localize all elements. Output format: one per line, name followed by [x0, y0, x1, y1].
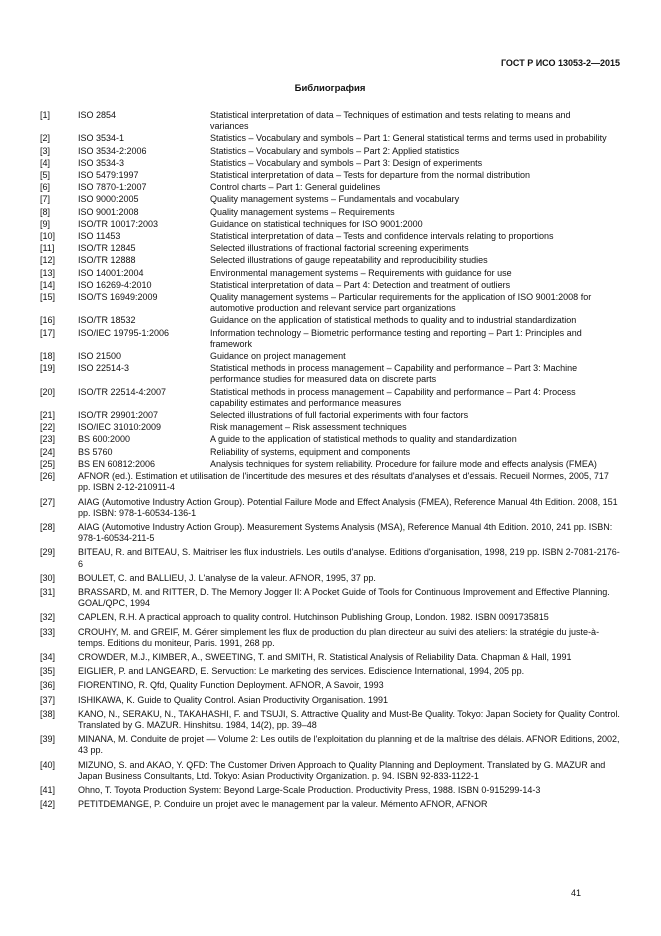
standard-code: ISO/TS 16949:2009 — [78, 292, 158, 303]
reference-number: [18] — [40, 351, 56, 362]
publication-text: MINANA, M. Conduite de projet — Volume 2: Les outils de l'exploitation du planning et de la maîtrise des délais. AFNOR Editions, 2002, 43 pp. — [78, 734, 620, 756]
publication-text: BRASSARD, M. and RITTER, D. The Memory Jogger II: A Pocket Guide of Tools for Continuous Improvement and Effective Planning. GOAL/QPC, 1994 — [78, 586, 610, 609]
standard-code: ISO 9001:2008 — [78, 206, 139, 217]
standard-description: Statistics – Vocabulary and symbols – Part 2: Applied statistics — [210, 145, 460, 156]
standard-code: ISO 3534-3 — [78, 157, 125, 168]
reference-number: [12] — [40, 255, 56, 266]
standard-code: ISO 2854 — [78, 110, 117, 120]
standard-description: Risk management – Risk assessment techniques — [210, 422, 407, 433]
bibliography-title: Библиография — [294, 83, 366, 94]
reference-number: [21] — [40, 410, 56, 421]
standard-description: Statistics – Vocabulary and symbols – Part 1: General statistical terms and terms used in probability — [210, 133, 607, 144]
reference-item — [40, 447, 620, 458]
reference-item — [40, 760, 620, 782]
standard-description: Statistical interpretation of data – Tests and confidence intervals relating to proportions — [210, 231, 554, 242]
standard-code: ISO/IEC 31010:2009 — [78, 422, 162, 433]
standard-code: ISO/TR 12888 — [78, 255, 136, 266]
standard-code: ISO 22514-3 — [78, 363, 130, 374]
standard-code: ISO/TR 18532 — [78, 315, 136, 326]
reference-number: [20] — [40, 386, 56, 397]
reference-number: [38] — [40, 708, 56, 719]
reference-item — [40, 709, 620, 731]
reference-number: [32] — [40, 612, 56, 623]
publication-text: KANO, N., SERAKU, N., TAKAHASHI, F. and TSUJI, S. Attractive Quality and Must-Be Quality. Tokyo: Japan Society for Quality Control. Translated by G. MAZUR. Hinshitsu. 1984, 14(2), pp. 39–48 — [78, 708, 620, 730]
standard-code: ISO 14001:2004 — [78, 267, 144, 278]
standard-description: Quality management systems – Fundamentals and vocabulary — [210, 194, 460, 205]
standard-description: Environmental management systems – Requirements with guidance for use — [210, 267, 512, 278]
reference-number: [34] — [40, 651, 56, 662]
standard-code: ISO 9000:2005 — [78, 194, 139, 205]
publication-text: EIGLIER, P. and LANGEARD, E. Servuction: Le marketing des services. Ediscience International, 1994, 205 pp. — [78, 666, 525, 677]
reference-number: [22] — [40, 422, 56, 433]
reference-number: [8] — [40, 206, 51, 217]
reference-number: [28] — [40, 521, 56, 532]
reference-number: [5] — [40, 170, 51, 181]
publication-text: AIAG (Automotive Industry Action Group). Potential Failure Mode and Effect Analysis (FMEA), Reference Manual 4th Edition. 2008, 151 pp. ISBN: 978-1-60534-136-1 — [78, 496, 618, 518]
standard-description: Statistics – Vocabulary and symbols – Part 3: Design of experiments — [210, 157, 483, 168]
standard-code: BS EN 60812:2006 — [78, 458, 156, 469]
reference-item — [40, 133, 620, 144]
standard-description: A guide to the application of statistical methods to quality and standardization — [210, 434, 517, 445]
reference-number: [11] — [40, 243, 55, 254]
reference-item — [40, 573, 620, 584]
reference-item — [40, 292, 620, 314]
reference-item — [40, 627, 620, 649]
standard-description: Statistical interpretation of data – Tests for departure from the normal distribution — [210, 170, 530, 181]
reference-item — [40, 410, 620, 421]
reference-item — [40, 522, 620, 544]
standard-code: ISO 3534-2:2006 — [78, 145, 147, 156]
reference-item — [40, 328, 620, 350]
standard-code: ISO/IEC 19795-1:2006 — [78, 327, 170, 338]
reference-item — [40, 219, 620, 230]
reference-number: [10] — [40, 231, 56, 242]
standard-code: ISO 5479:1997 — [78, 170, 139, 181]
standard-description: Selected illustrations of gauge repeatability and reproducibility studies — [210, 255, 488, 266]
reference-item — [40, 363, 620, 385]
reference-number: [41] — [40, 784, 56, 795]
standard-description: Quality management systems – Particular requirements for the application of ISO 9001:2008 for automotive production and relevant service part organizations — [210, 292, 592, 314]
publication-text: AFNOR (ed.). Estimation et utilisation de l'incertitude des mesures et des résultats d'analyses et d'essais. Recueil Normes, 2005, 717 pp. ISBN 2-12-210911-4 — [78, 471, 609, 493]
standard-code: ISO/TR 12845 — [78, 243, 136, 254]
reference-number: [35] — [40, 666, 56, 677]
reference-item — [40, 110, 620, 132]
reference-item — [40, 785, 620, 796]
reference-item — [40, 315, 620, 326]
standard-code: BS 5760 — [78, 446, 113, 457]
reference-number: [33] — [40, 626, 56, 637]
reference-number: [31] — [40, 586, 56, 597]
publication-text: PETITDEMANGE, P. Conduire un projet avec le management par la valeur. Mémento AFNOR, AFNOR — [78, 799, 488, 810]
standard-code: ISO/TR 10017:2003 — [78, 218, 159, 229]
reference-number: [42] — [40, 799, 56, 810]
page-number: 41 — [570, 888, 581, 898]
standards-reference-list — [40, 110, 620, 470]
standard-description: Statistical interpretation of data – Techniques of estimation and tests relating to means and variances — [210, 110, 571, 132]
reference-number: [2] — [40, 133, 51, 144]
reference-number: [39] — [40, 734, 56, 745]
reference-item — [40, 207, 620, 218]
standard-description: Information technology – Biometric performance testing and reporting – Part 1: Principles and framework — [210, 327, 582, 349]
publication-text: Ohno, T. Toyota Production System: Beyond Large-Scale Production. Productivity Press, 1988. ISBN 0-915299-14-3 — [78, 784, 541, 795]
reference-number: [6] — [40, 182, 51, 193]
reference-number: [37] — [40, 694, 56, 705]
standard-description: Analysis techniques for system reliability. Procedure for failure mode and effects analysis (FMEA) — [210, 458, 597, 469]
standard-code: ISO 11453 — [78, 231, 121, 242]
publication-text: BITEAU, R. and BITEAU, S. Maitriser les flux industriels. Les outils d'analyse. Editions d'organisation, 1998, 219 pp. ISBN 2-7081-2176-6 — [78, 547, 620, 569]
standard-description: Guidance on statistical techniques for ISO 9001:2000 — [210, 218, 423, 229]
reference-item — [40, 422, 620, 433]
reference-item — [40, 799, 620, 810]
reference-number: [27] — [40, 496, 56, 507]
standard-code: ISO/TR 22514-4:2007 — [78, 386, 167, 397]
reference-item — [40, 170, 620, 181]
reference-number: [19] — [40, 363, 56, 374]
publication-text: CAPLEN, R.H. A practical approach to quality control. Hutchinson Publishing Group, London. 1982. ISBN 0091735815 — [78, 612, 549, 623]
document-code: ГОСТ Р ИСО 13053-2—2015 — [500, 58, 620, 68]
reference-number: [14] — [40, 279, 56, 290]
reference-number: [1] — [40, 110, 51, 120]
reference-item — [40, 351, 620, 362]
reference-number: [26] — [40, 471, 56, 482]
reference-number: [36] — [40, 680, 56, 691]
publication-text: AIAG (Automotive Industry Action Group). Measurement Systems Analysis (MSA), Reference Manual 4th Edition. 2010, 241 pp. ISBN: 978-1-60534-211-5 — [78, 521, 613, 544]
reference-number: [7] — [40, 194, 51, 205]
standard-code: ISO 7870-1:2007 — [78, 182, 147, 193]
reference-number: [15] — [40, 292, 56, 303]
reference-item — [40, 666, 620, 677]
reference-item — [40, 146, 620, 157]
standard-description: Statistical interpretation of data – Part 4: Detection and treatment of outliers — [210, 279, 511, 290]
reference-number: [9] — [40, 218, 51, 229]
standard-code: BS 600:2000 — [78, 434, 131, 445]
reference-number: [24] — [40, 446, 56, 457]
reference-number: [40] — [40, 759, 56, 770]
standard-description: Control charts – Part 1: General guidelines — [210, 182, 381, 193]
standard-description: Reliability of systems, equipment and components — [210, 446, 411, 457]
reference-item — [40, 680, 620, 691]
publication-text: MIZUNO, S. and AKAO, Y. QFD: The Customer Driven Approach to Quality Planning and Deployment. Translated by G. MAZUR and Japan Business Consultants, Ltd. Tokyo: Asian Productivity Organization. p. 94. ISBN 92-833-1122-1 — [78, 759, 606, 781]
publication-text: BOULET, C. and BALLIEU, J. L'analyse de la valeur. AFNOR, 1995, 37 pp. — [78, 572, 376, 583]
reference-item — [40, 471, 620, 493]
standard-code: ISO/TR 29901:2007 — [78, 410, 159, 421]
reference-item — [40, 231, 620, 242]
publication-text: FIORENTINO, R. Qfd, Quality Function Deployment. AFNOR, A Savoir, 1993 — [78, 680, 384, 691]
reference-item — [40, 387, 620, 409]
reference-number: [25] — [40, 458, 56, 469]
standard-description: Guidance on the application of statistical methods to quality and to industrial standardization — [210, 315, 577, 326]
reference-item — [40, 734, 620, 756]
standard-code: ISO 21500 — [78, 351, 122, 362]
reference-number: [16] — [40, 315, 56, 326]
reference-item — [40, 547, 620, 569]
reference-number: [4] — [40, 157, 51, 168]
reference-item — [40, 243, 620, 254]
reference-number: [30] — [40, 572, 56, 583]
reference-item — [40, 255, 620, 266]
standard-description: Quality management systems – Requirements — [210, 206, 395, 217]
reference-item — [40, 268, 620, 279]
reference-number: [3] — [40, 145, 51, 156]
reference-number: [17] — [40, 327, 56, 338]
standard-description: Statistical methods in process management – Capability and performance – Part 3: Machine performance studies for measured data on discrete parts — [210, 363, 578, 385]
publication-text: CROUHY, M. and GREIF, M. Gérer simplement les flux de production du plan directeur au suivi des ateliers: la stratégie du juste-à-temps. Editions du moniteur, Paris. 1991, 268 pp. — [78, 626, 600, 648]
standard-description: Statistical methods in process management – Capability and performance – Part 4: Process capability estimates and performance measures — [210, 386, 576, 408]
reference-item — [40, 459, 620, 470]
reference-number: [23] — [40, 434, 56, 445]
reference-item — [40, 194, 620, 205]
reference-item — [40, 182, 620, 193]
standard-code: ISO 3534-1 — [78, 133, 125, 144]
standard-description: Selected illustrations of fractional factorial screening experiments — [210, 243, 469, 254]
reference-item — [40, 280, 620, 291]
standard-code: ISO 16269-4:2010 — [78, 279, 152, 290]
reference-item — [40, 695, 620, 706]
reference-number: [29] — [40, 547, 56, 558]
reference-number: [13] — [40, 267, 56, 278]
reference-item — [40, 158, 620, 169]
publication-text: CROWDER, M.J., KIMBER, A., SWEETING, T. and SMITH, R. Statistical Analysis of Reliability Data. Chapman & Hall, 1991 — [78, 651, 572, 662]
reference-item — [40, 612, 620, 623]
reference-item — [40, 434, 620, 445]
reference-item — [40, 587, 620, 609]
reference-item — [40, 652, 620, 663]
publication-text: ISHIKAWA, K. Guide to Quality Control. Asian Productivity Organisation. 1991 — [78, 694, 388, 705]
standard-description: Selected illustrations of full factorial experiments with four factors — [210, 410, 469, 421]
publications-reference-list — [40, 471, 620, 810]
standard-description: Guidance on project management — [210, 351, 346, 362]
reference-item — [40, 497, 620, 519]
